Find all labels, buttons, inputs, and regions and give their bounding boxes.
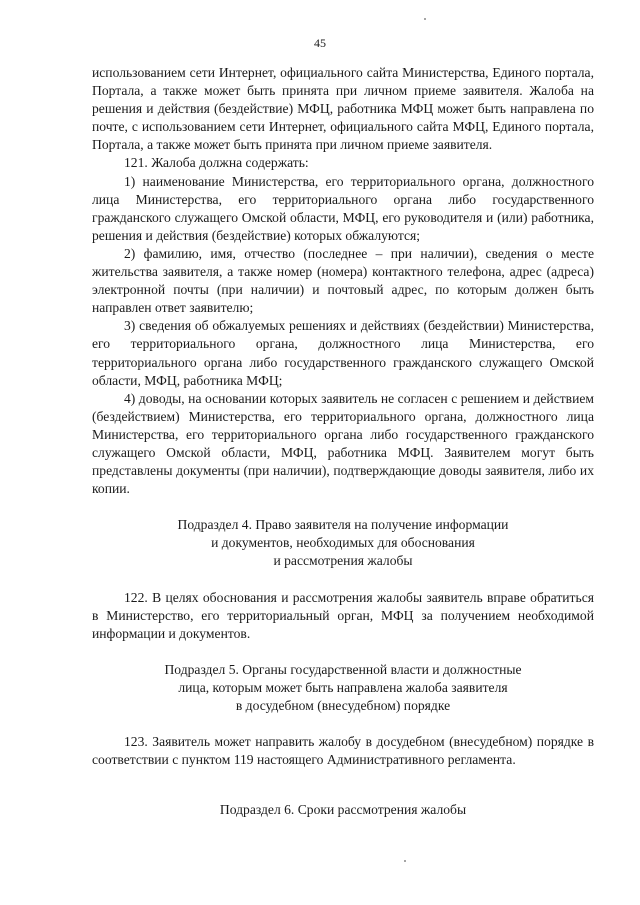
subsection-5-heading: Подраздел 5. Органы государственной власти и должностные лица, которым может быть направлена жалоба заявителя в досудебном (внесудебном) порядке: [164, 661, 522, 713]
document-body: [92, 64, 594, 837]
page-number: 45: [314, 36, 326, 50]
scan-speck: [404, 860, 406, 862]
paragraph-121-item-2: 2) фамилию, имя, отчество (последнее – при наличии), сведения о месте жительства заявителя, а также номер (номера) контактного телефона, адрес (адреса) электронной почты (при наличии) и почтовый адрес, по которым должен быть направлен ответ заявителю;: [92, 245, 594, 316]
paragraph-continuation: использованием сети Интернет, официального сайта Министерства, Единого портала, Портала, а также может быть принята при личном приеме заявителя. Жалоба на решения и действия (бездействие) МФЦ, работника МФЦ может быть направлена по почте, с использованием сети Интернет, официального сайта МФЦ, Единого портала, Портала, а также может быть принята при личном приеме заявителя.: [92, 65, 594, 153]
subsection-6-heading: Подраздел 6. Сроки рассмотрения жалобы: [219, 802, 467, 818]
subsection-4-heading: Подраздел 4. Право заявителя на получение информации и документов, необходимых для обоснования и рассмотрения жалобы: [177, 517, 509, 569]
paragraph-122: 122. В целях обоснования и рассмотрения жалобы заявитель вправе обратиться в Министерство, его территориальный орган, МФЦ за получением необходимой информации и документов.: [92, 589, 594, 641]
paragraph-121-item-4: 4) доводы, на основании которых заявитель не согласен с решением и действием (бездействием) Министерства, его территориального органа, должностного лица Министерства, его территориального органа либо государственного гражданского служащего Омской области, МФЦ, работника МФЦ. Заявителем могут быть представлены документы (при наличии), подтверждающие доводы заявителя, либо их копии.: [92, 390, 594, 497]
paragraph-121-item-3: 3) сведения об обжалуемых решениях и действиях (бездействии) Министерства, его территориального органа, должностного лица Министерства, его территориального органа либо государственного гражданского служащего Омской области, МФЦ, работника МФЦ;: [92, 318, 594, 388]
paragraph-123: 123. Заявитель может направить жалобу в досудебном (внесудебном) порядке в соответствии с пунктом 119 настоящего Административного регламента.: [92, 734, 594, 768]
paragraph-121: 121. Жалоба должна содержать:: [124, 155, 309, 171]
scan-speck: [424, 18, 426, 20]
paragraph-121-item-1: 1) наименование Министерства, его территориального органа, должностного лица Министерства, его территориального органа либо государственного гражданского служащего Омской области, МФЦ, его руководителя и (или) работника, решения и действия (бездействие) которых обжалуются;: [92, 173, 594, 243]
